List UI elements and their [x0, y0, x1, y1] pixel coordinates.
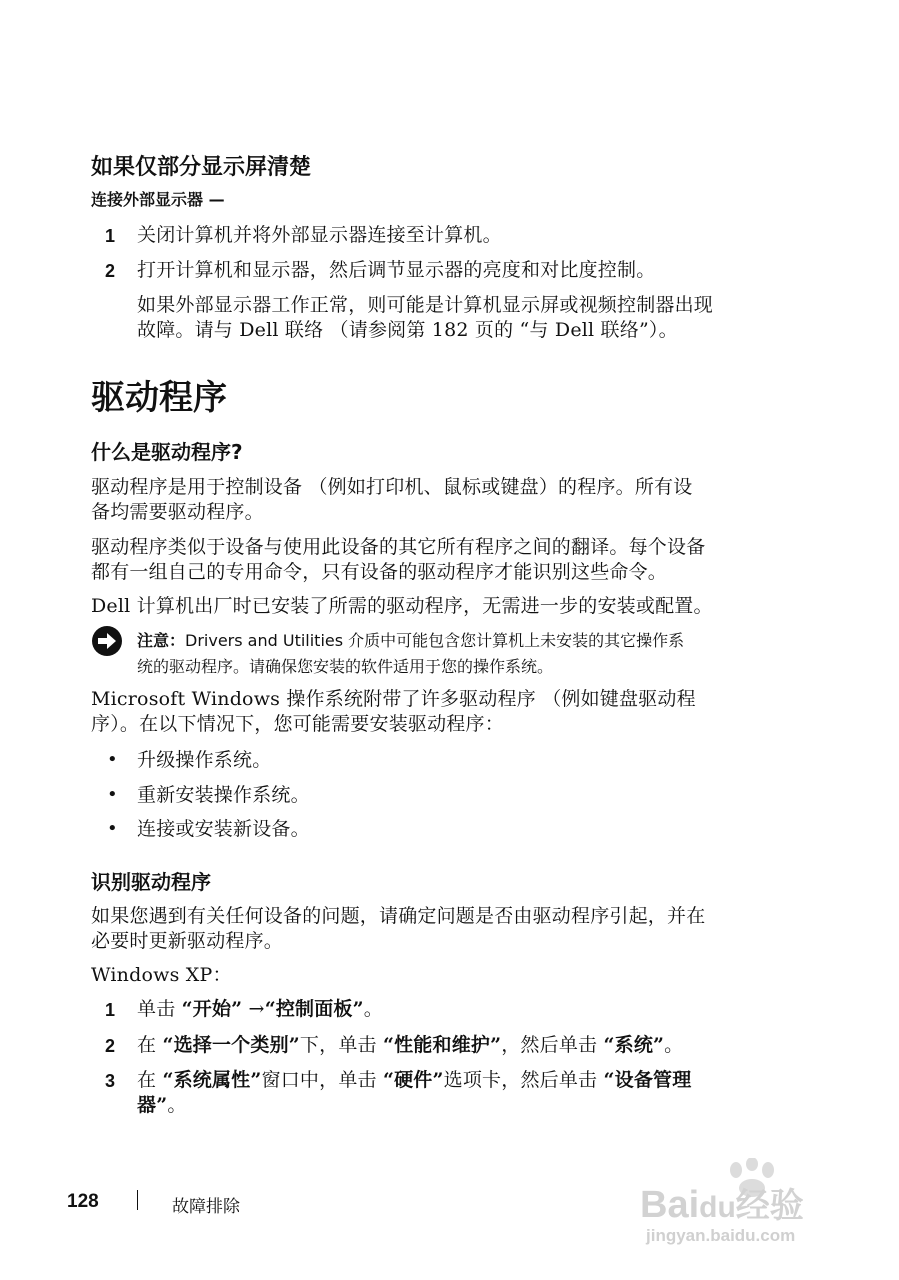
notice-line: 统的驱动程序。请确保您安装的软件适用于您的操作系统。: [137, 657, 554, 676]
step-text: 单击 “开始” →“控制面板”。: [137, 998, 383, 1020]
bullet-dot: •: [107, 749, 118, 770]
paragraph-line: 故障。请与 Dell 联络 （请参阅第 182 页的 “与 Dell 联络”）。: [137, 319, 678, 341]
step-number: 3: [105, 1071, 116, 1091]
step-text: 在 “系统属性”窗口中，单击 “硬件”选项卡，然后单击 “设备管理 器”。: [137, 1069, 692, 1116]
notice-label: 注意：: [137, 631, 186, 650]
paragraph-line: Microsoft Windows 操作系统附带了许多驱动程序 （例如键盘驱动程: [91, 688, 696, 710]
step-number: 1: [105, 226, 116, 246]
paragraph-line: 如果您遇到有关任何设备的问题，请确定问题是否由驱动程序引起，并在: [91, 905, 706, 927]
footer-divider: [137, 1190, 138, 1210]
bullet-dot: •: [107, 818, 118, 839]
bullet-item: 重新安装操作系统。: [137, 784, 310, 806]
step-text: 打开计算机和显示器，然后调节显示器的亮度和对比度控制。: [137, 259, 656, 281]
paragraph-line: 序）。在以下情况下，您可能需要安装驱动程序：: [91, 713, 504, 735]
section-heading: 什么是驱动程序?: [91, 440, 243, 464]
watermark-url: jingyan.baidu.com: [646, 1226, 796, 1245]
footer-section-name: 故障排除: [172, 1197, 240, 1217]
watermark-cn: 经验: [735, 1187, 804, 1225]
bullet-item: 升级操作系统。: [137, 749, 272, 771]
step-text: 在 “选择一个类别”下，单击 “性能和维护”，然后单击 “系统”。: [137, 1034, 684, 1056]
notice-arrow-icon: [91, 625, 123, 657]
page-number: 128: [67, 1191, 99, 1212]
baidu-watermark: [640, 1158, 850, 1248]
notice-line: Drivers and Utilities 介质中可能包含您计算机上未安装的其它操作系: [185, 631, 685, 650]
subheading: 连接外部显示器 —: [91, 190, 225, 209]
watermark-brand-2: du: [699, 1191, 736, 1224]
step-number: 2: [105, 261, 116, 281]
paragraph-line: 必要时更新驱动程序。: [91, 930, 284, 952]
bullet-item: 连接或安装新设备。: [137, 818, 310, 840]
paragraph-line: 驱动程序类似于设备与使用此设备的其它所有程序之间的翻译。每个设备: [91, 536, 706, 558]
paragraph-line: 驱动程序是用于控制设备 （例如打印机、鼠标或键盘）的程序。所有设: [91, 476, 693, 498]
paragraph-line: 都有一组自己的专用命令，只有设备的驱动程序才能识别这些命令。: [91, 561, 668, 583]
step-number: 1: [105, 1000, 116, 1020]
os-label: Windows XP：: [91, 964, 232, 986]
paragraph-line: Dell 计算机出厂时已安装了所需的驱动程序，无需进一步的安装或配置。: [91, 595, 713, 617]
step-text: 关闭计算机并将外部显示器连接至计算机。: [137, 224, 502, 246]
section-heading: 识别驱动程序: [91, 870, 211, 894]
bullet-dot: •: [107, 784, 118, 805]
step-number: 2: [105, 1036, 116, 1056]
section-heading: 如果仅部分显示屏清楚: [91, 155, 312, 180]
watermark-brand: Bai: [640, 1184, 700, 1226]
paragraph-line: 备均需要驱动程序。: [91, 501, 264, 523]
chapter-heading: 驱动程序: [91, 378, 227, 418]
paragraph-line: 如果外部显示器工作正常，则可能是计算机显示屏或视频控制器出现: [137, 294, 714, 316]
notice-text: [137, 628, 797, 680]
